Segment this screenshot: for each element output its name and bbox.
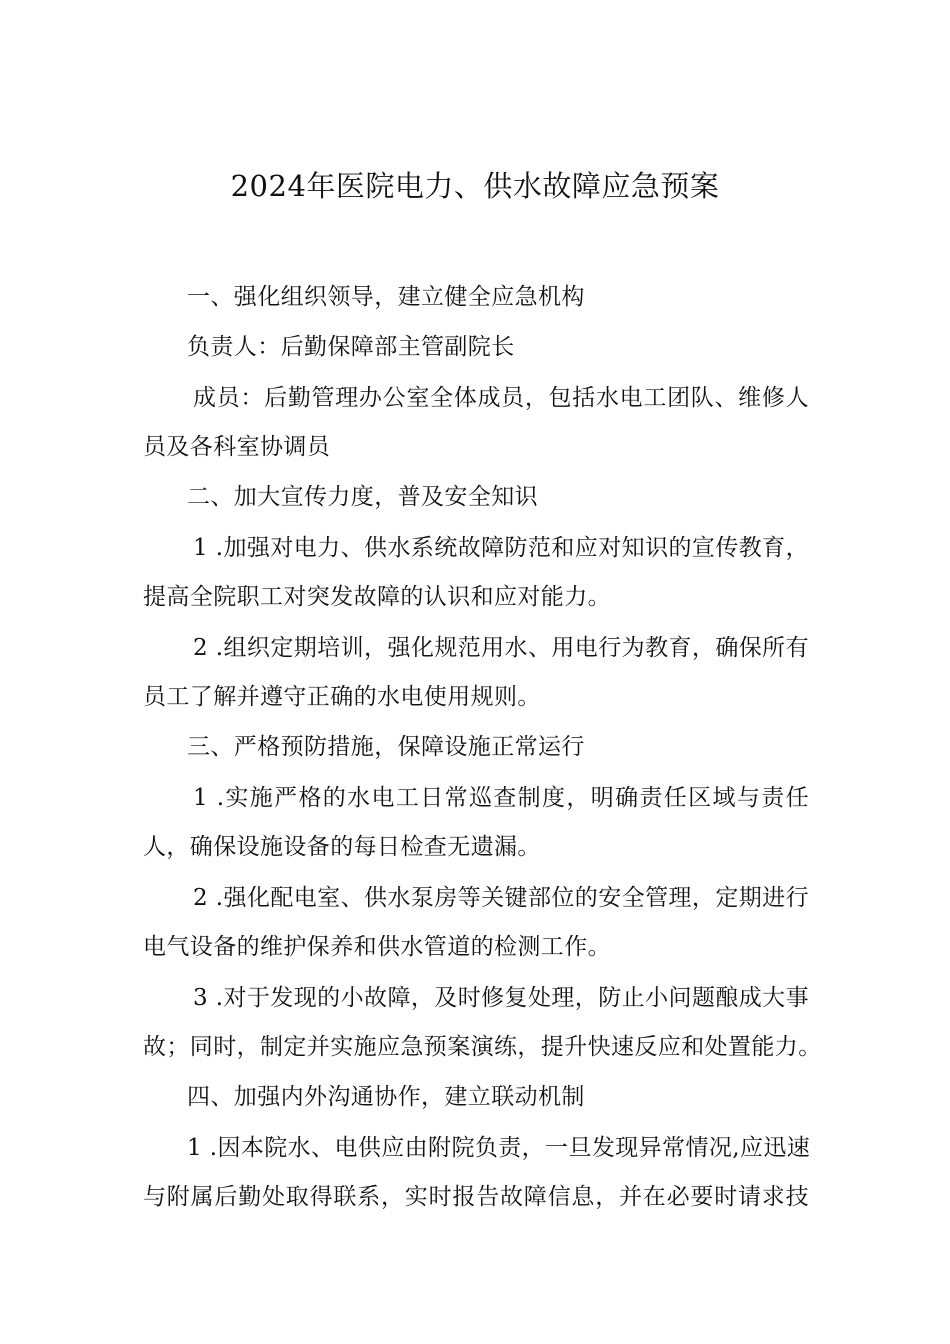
paragraph-line: 1 .加强对电力、供水系统故障防范和应对知识的宣传教育，	[193, 535, 809, 561]
paragraph-line: 与附属后勤处取得联系，实时报告故障信息，并在必要时请求技	[143, 1184, 809, 1210]
paragraph-line: 3 .对于发现的小故障，及时修复处理，防止小问题酿成大事	[193, 985, 809, 1011]
paragraph-line: 负责人：后勤保障部主管副院长	[187, 334, 515, 360]
paragraph-line: 故；同时，制定并实施应急预案演练，提升快速反应和处置能力。	[143, 1034, 822, 1060]
paragraph-line: 成员：后勤管理办公室全体成员，包括水电工团队、维修人	[193, 385, 809, 411]
paragraph-line: 2 .组织定期培训，强化规范用水、用电行为教育，确保所有	[193, 635, 809, 661]
section-heading-3: 三、严格预防措施，保障设施正常运行	[187, 734, 585, 760]
document-title: 2024年医院电力、供水故障应急预案	[230, 169, 720, 203]
paragraph-line: 电气设备的维护保养和供水管道的检测工作。	[143, 934, 611, 960]
paragraph-line: 1 .因本院水、电供应由附院负责，一旦发现异常情况,应迅速	[187, 1135, 811, 1161]
section-heading-1: 一、强化组织领导，建立健全应急机构	[187, 284, 585, 310]
paragraph-line: 2 .强化配电室、供水泵房等关键部位的安全管理，定期进行	[193, 885, 809, 911]
paragraph-line: 员及各科室协调员	[143, 434, 331, 460]
section-heading-2: 二、加大宣传力度，普及安全知识	[187, 484, 538, 510]
paragraph-line: 员工了解并遵守正确的水电使用规则。	[143, 684, 541, 710]
paragraph-line: 提高全院职工对突发故障的认识和应对能力。	[143, 584, 611, 610]
paragraph-line: 1 .实施严格的水电工日常巡查制度，明确责任区域与责任	[193, 785, 809, 811]
paragraph-line: 人，确保设施设备的每日检查无遗漏。	[143, 834, 541, 860]
section-heading-4: 四、加强内外沟通协作，建立联动机制	[187, 1084, 585, 1110]
